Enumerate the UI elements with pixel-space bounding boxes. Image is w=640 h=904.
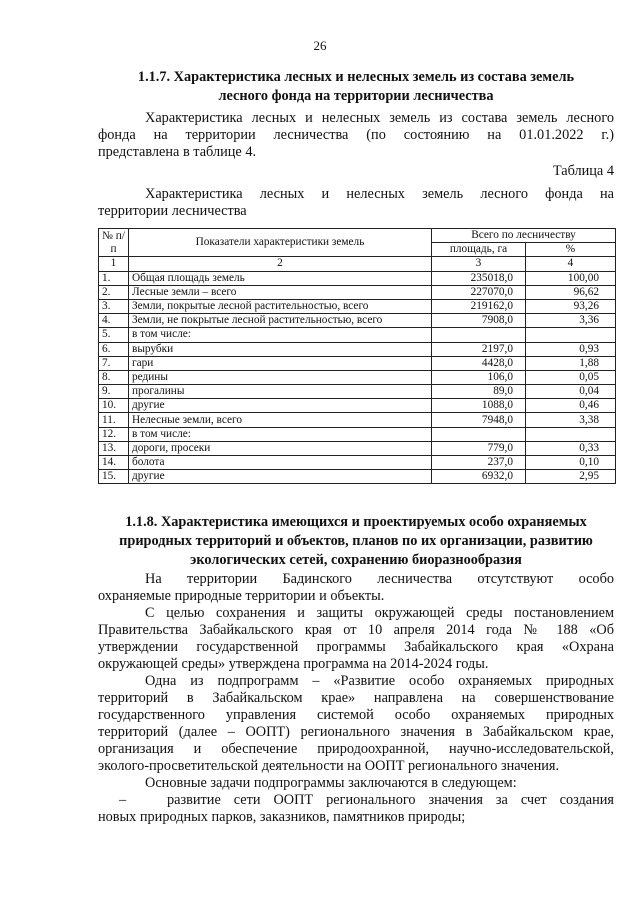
paragraph-line: фонда на территории лесничества (по состоянию на 01.01.2022 г.) xyxy=(98,127,614,143)
row-number: 13. xyxy=(99,441,129,455)
bullet-line xyxy=(98,792,614,809)
row-percent: 2,95 xyxy=(526,470,616,484)
table-row xyxy=(99,356,616,370)
table-row xyxy=(99,413,616,427)
paragraph-line: охраняемые природные территории и объекты. xyxy=(98,588,385,604)
body-paragraph-2 xyxy=(98,605,614,673)
row-number: 5. xyxy=(99,328,129,342)
row-number: 1. xyxy=(99,271,129,285)
row-area: 7908,0 xyxy=(432,314,526,328)
row-percent: 0,05 xyxy=(526,370,616,384)
row-number: 8. xyxy=(99,370,129,384)
body-paragraph-4 xyxy=(98,775,614,792)
row-indicator: в том числе: xyxy=(129,427,432,441)
row-indicator: дороги, просеки xyxy=(129,441,432,455)
row-number: 10. xyxy=(99,399,129,413)
table-row xyxy=(99,399,616,413)
paragraph-line: государственного управления системой особо охраняемых природных xyxy=(98,707,614,723)
paragraph-line: С целью сохранения и защиты окружающей среды постановлением xyxy=(145,605,614,621)
row-area: 2197,0 xyxy=(432,342,526,356)
bullet-line: новых природных парков, заказников, памятников природы; xyxy=(98,809,466,825)
paragraph-line: организация и обеспечение природоохранной, научно-исследовательской, xyxy=(98,741,614,757)
paragraph-line: Одна из подпрограмм – «Развитие особо охраняемых природных xyxy=(145,673,614,689)
row-number: 15. xyxy=(99,470,129,484)
paragraph-line: Основные задачи подпрограммы заключаются в следующем: xyxy=(145,775,517,791)
row-area: 235018,0 xyxy=(432,271,526,285)
row-percent: 3,36 xyxy=(526,314,616,328)
paragraph-line: Характеристика лесных и нелесных земель из состава земель лесного xyxy=(145,110,614,126)
header-total: Всего по лесничеству xyxy=(432,229,616,243)
row-percent: 0,04 xyxy=(526,385,616,399)
section-heading-1-1-7 xyxy=(98,68,614,106)
row-percent: 96,62 xyxy=(526,285,616,299)
row-indicator: в том числе: xyxy=(129,328,432,342)
colnum-2: 2 xyxy=(129,257,432,271)
row-percent: 93,26 xyxy=(526,299,616,313)
row-indicator: другие xyxy=(129,470,432,484)
table-title xyxy=(98,186,614,220)
paragraph-line: территорий в Забайкальском крае» направлена на совершенствование xyxy=(98,690,614,706)
heading-line: природных территорий и объектов, планов по их организации, развитию xyxy=(119,533,593,549)
row-indicator: Земли, покрытые лесной растительностью, всего xyxy=(129,299,432,313)
bullet-text: развитие сети ООПТ регионального значения за счет создания xyxy=(167,792,614,808)
row-indicator: гари xyxy=(129,356,432,370)
heading-line: экологических сетей, сохранению биоразнообразия xyxy=(190,552,522,568)
bullet-item xyxy=(98,792,614,826)
row-area xyxy=(432,427,526,441)
table-row xyxy=(99,456,616,470)
paragraph-line: эколого-просветительской деятельности на ООПТ регионального значения. xyxy=(98,758,560,774)
row-number: 4. xyxy=(99,314,129,328)
row-indicator: другие xyxy=(129,399,432,413)
paragraph-line: утверждении государственной программы Забайкальского края «Охрана xyxy=(98,639,614,655)
table-row xyxy=(99,299,616,313)
table-body xyxy=(99,271,616,484)
table-row xyxy=(99,427,616,441)
table-row xyxy=(99,314,616,328)
header-area: площадь, га xyxy=(432,243,526,257)
colnum-3: 3 xyxy=(432,257,526,271)
row-percent: 1,88 xyxy=(526,356,616,370)
row-number: 2. xyxy=(99,285,129,299)
row-percent xyxy=(526,427,616,441)
bullet-dash: – xyxy=(119,792,127,808)
row-indicator: Нелесные земли, всего xyxy=(129,413,432,427)
paragraph-line: На территории Бадинского лесничества отсутствуют особо xyxy=(145,571,614,587)
table-title-line: территории лесничества xyxy=(98,203,247,219)
paragraph-line: Правительства Забайкальского края от 10 апреля 2014 года № 188 «Об xyxy=(98,622,614,638)
header-percent: % xyxy=(526,243,616,257)
table-row xyxy=(99,385,616,399)
row-number: 3. xyxy=(99,299,129,313)
heading-line: лесного фонда на территории лесничества xyxy=(218,88,494,104)
page-number: 26 xyxy=(313,38,327,53)
paragraph-line: окружающей среды» утверждена программа на 2014-2024 годы. xyxy=(98,656,489,672)
table-caption: Таблица 4 xyxy=(552,163,614,179)
row-indicator: Лесные земли – всего xyxy=(129,285,432,299)
table-row xyxy=(99,441,616,455)
land-characteristics-table xyxy=(98,228,616,484)
row-percent: 0,46 xyxy=(526,399,616,413)
header-num: № п/п xyxy=(99,229,129,257)
header-indicator: Показатели характеристики земель xyxy=(129,229,432,257)
table-row xyxy=(99,271,616,285)
row-area: 7948,0 xyxy=(432,413,526,427)
row-percent: 0,10 xyxy=(526,456,616,470)
row-number: 6. xyxy=(99,342,129,356)
colnum-1: 1 xyxy=(99,257,129,271)
body-paragraph-3 xyxy=(98,673,614,775)
table-row xyxy=(99,328,616,342)
row-area: 1088,0 xyxy=(432,399,526,413)
table-row xyxy=(99,470,616,484)
heading-line: 1.1.7. Характеристика лесных и нелесных земель из состава земель xyxy=(137,69,575,85)
body-paragraph-1 xyxy=(98,571,614,605)
row-number: 14. xyxy=(99,456,129,470)
row-percent: 0,93 xyxy=(526,342,616,356)
table-row xyxy=(99,285,616,299)
row-indicator: болота xyxy=(129,456,432,470)
row-number: 9. xyxy=(99,385,129,399)
intro-paragraph xyxy=(98,110,614,161)
row-area: 4428,0 xyxy=(432,356,526,370)
row-percent: 3,38 xyxy=(526,413,616,427)
row-percent xyxy=(526,328,616,342)
section-heading-1-1-8 xyxy=(98,513,614,570)
row-area: 779,0 xyxy=(432,441,526,455)
paragraph-line: представлена в таблице 4. xyxy=(98,144,257,160)
colnum-4: 4 xyxy=(526,257,616,271)
row-number: 7. xyxy=(99,356,129,370)
paragraph-line: территорий (далее – ООПТ) регионального значения в Забайкальском крае, xyxy=(98,724,614,740)
row-indicator: Земли, не покрытые лесной растительностью, всего xyxy=(129,314,432,328)
table-row xyxy=(99,370,616,384)
row-area: 237,0 xyxy=(432,456,526,470)
table-row xyxy=(99,342,616,356)
heading-line: 1.1.8. Характеристика имеющихся и проектируемых особо охраняемых xyxy=(125,514,587,530)
row-indicator: прогалины xyxy=(129,385,432,399)
row-indicator: вырубки xyxy=(129,342,432,356)
row-area: 227070,0 xyxy=(432,285,526,299)
row-area: 6932,0 xyxy=(432,470,526,484)
row-indicator: Общая площадь земель xyxy=(129,271,432,285)
row-percent: 0,33 xyxy=(526,441,616,455)
row-number: 11. xyxy=(99,413,129,427)
row-percent: 100,00 xyxy=(526,271,616,285)
row-indicator: редины xyxy=(129,370,432,384)
row-area: 106,0 xyxy=(432,370,526,384)
row-number: 12. xyxy=(99,427,129,441)
row-area: 219162,0 xyxy=(432,299,526,313)
row-area: 89,0 xyxy=(432,385,526,399)
row-area xyxy=(432,328,526,342)
table-title-line: Характеристика лесных и нелесных земель лесного фонда на xyxy=(145,186,614,202)
